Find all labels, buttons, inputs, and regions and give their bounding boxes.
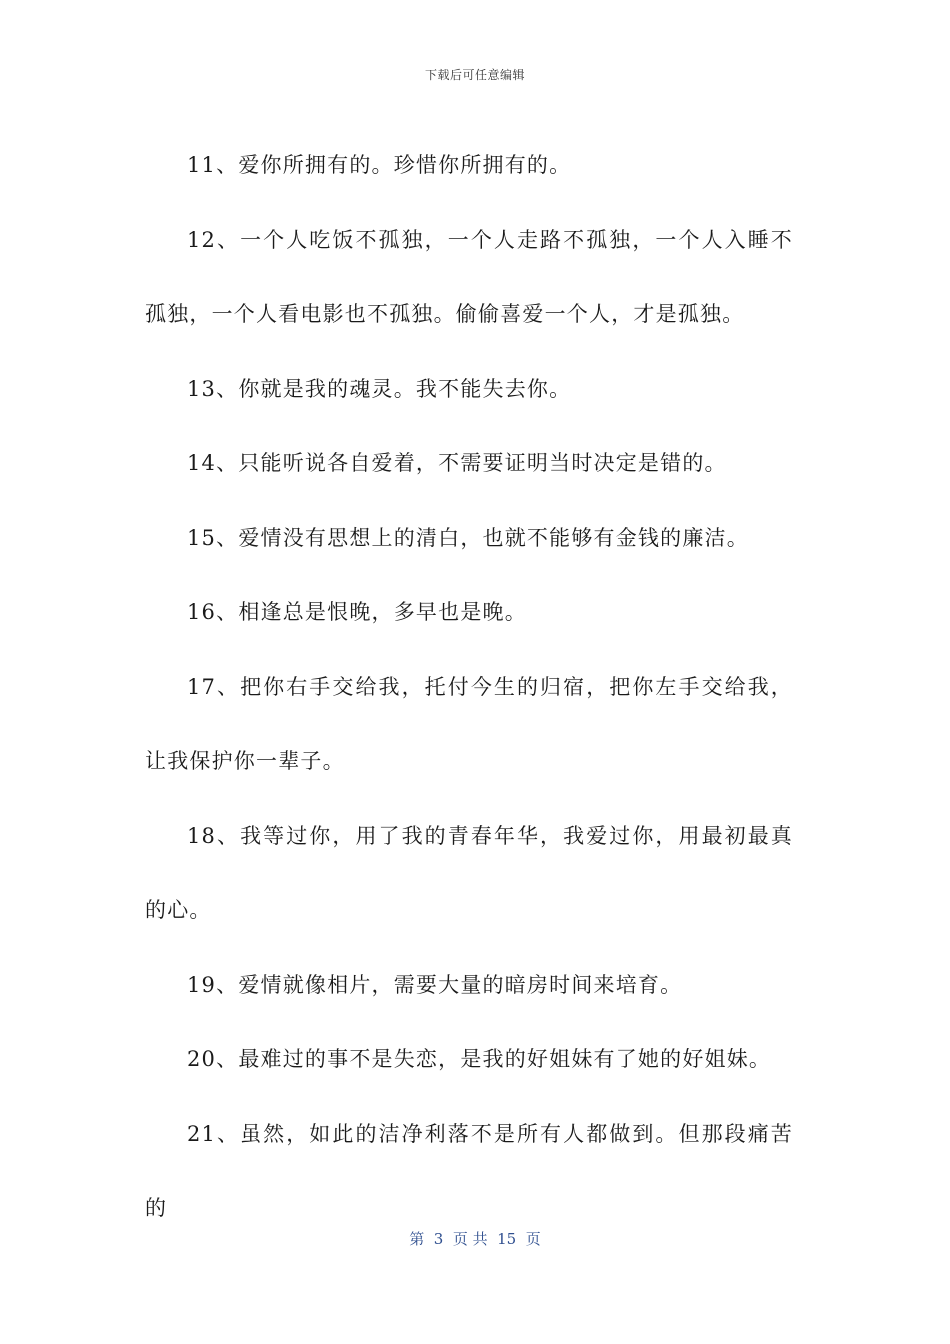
paragraph-14: 14、只能听说各自爱着，不需要证明当时决定是错的。 xyxy=(187,451,727,475)
paragraph-12: 12、一个人吃饭不孤独，一个人走路不孤独，一个人入睡不孤独，一个人看电影也不孤独。偷偷喜爱一个人，才是孤独。 xyxy=(145,227,793,326)
paragraph-13: 13、你就是我的魂灵。我不能失去你。 xyxy=(187,376,572,401)
page-number-footer: 第 3 页 共 15 页 xyxy=(409,1230,541,1248)
paragraph-16: 16、相逢总是恨晚，多早也是晚。 xyxy=(187,600,527,624)
paragraph-11: 11、爱你所拥有的。珍惜你所拥有的。 xyxy=(187,153,572,177)
paragraph-15: 15、爱情没有思想上的清白，也就不能够有金钱的廉洁。 xyxy=(187,525,749,550)
document-body xyxy=(145,128,793,1246)
page-header-note: 下载后可任意编辑 xyxy=(424,68,525,82)
paragraph-21: 21、虽然，如此的洁净利落不是所有人都做到。但那段痛苦的 xyxy=(145,1121,793,1220)
paragraph-17: 17、把你右手交给我，托付今生的归宿，把你左手交给我，让我保护你一辈子。 xyxy=(145,674,793,773)
paragraph-18: 18、我等过你，用了我的青春年华，我爱过你，用最初最真的心。 xyxy=(145,823,793,922)
paragraph-20: 20、最难过的事不是失恋，是我的好姐妹有了她的好姐妹。 xyxy=(187,1047,772,1071)
paragraph-19: 19、爱情就像相片，需要大量的暗房时间来培育。 xyxy=(187,972,683,997)
